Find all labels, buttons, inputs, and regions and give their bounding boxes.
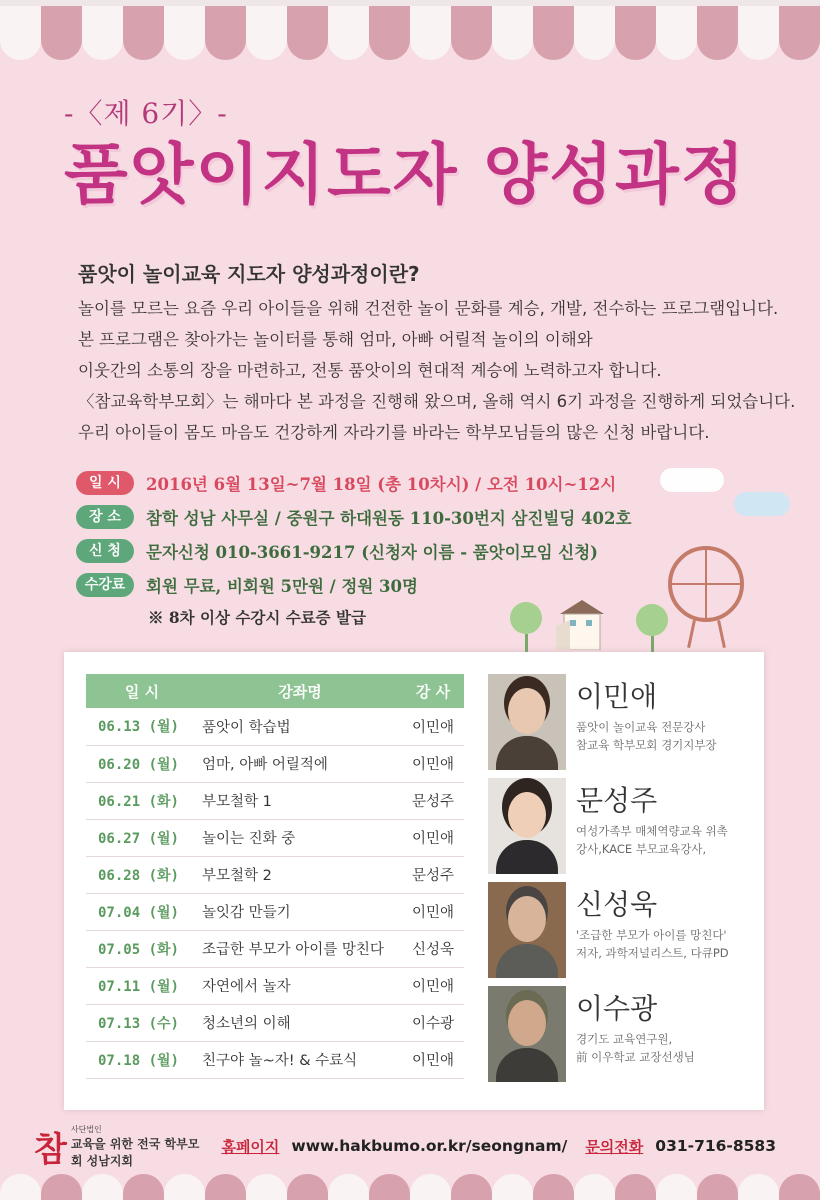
row-instructor: 문성주 [402, 856, 464, 893]
awning-stripe [779, 1174, 820, 1200]
awning-stripe [246, 1174, 287, 1200]
awning-stripe [164, 1174, 205, 1200]
phone-label: 문의전화 [585, 1137, 644, 1156]
awning-stripe [779, 0, 820, 60]
intro-heading: 품앗이 놀이교육 지도자 양성과정이란? [78, 262, 420, 286]
instructor-list [488, 674, 758, 1090]
instructor-photo [488, 778, 566, 874]
awning-stripe [615, 1174, 656, 1200]
intro-line: 〈참교육학부모회〉는 해마다 본 과정을 진행해 왔으며, 올해 역시 6기 과정을 진행하게 되었습니다. [78, 392, 796, 411]
table-row [86, 782, 464, 819]
awning-stripe [41, 0, 82, 60]
instructor-name: 이수광 [576, 992, 658, 1025]
row-instructor: 이민애 [402, 893, 464, 930]
awning-stripe [328, 0, 369, 60]
row-title: 친구야 놀~자! & 수료식 [198, 1041, 402, 1078]
row-title: 부모철학 2 [198, 856, 402, 893]
bottom-awning-decoration [0, 1174, 820, 1200]
row-date: 07.18 (월) [86, 1041, 198, 1078]
fee-badge: 수강료 [76, 573, 134, 597]
place-value: 참학 성남 사무실 / 중원구 하대원동 110-30번지 삼진빌딩 402호 [146, 509, 632, 528]
date-value: 2016년 6월 13일~7월 18일 (총 10차시) / 오전 10시~12시 [146, 475, 617, 494]
schedule-table [86, 674, 464, 1079]
instructor-card [488, 986, 758, 1090]
row-instructor: 이수광 [402, 1004, 464, 1041]
awning-stripe [246, 0, 287, 60]
awning-stripe [82, 0, 123, 60]
table-row [86, 708, 464, 745]
info-row-fee [76, 568, 716, 602]
awning-stripe [369, 0, 410, 60]
phone-number: 031-716-8583 [655, 1137, 776, 1155]
row-title: 놀이는 진화 중 [198, 819, 402, 856]
awning-stripe [369, 1174, 410, 1200]
awning-stripe [0, 1174, 41, 1200]
row-date: 07.13 (수) [86, 1004, 198, 1041]
row-date: 06.13 (월) [86, 708, 198, 745]
place-badge: 장 소 [76, 505, 134, 529]
table-row [86, 930, 464, 967]
awning-stripe [615, 0, 656, 60]
awning-stripe [492, 0, 533, 60]
awning-stripe [697, 1174, 738, 1200]
table-row [86, 893, 464, 930]
apply-badge: 신 청 [76, 539, 134, 563]
intro-line: 놀이를 모르는 요즘 우리 아이들을 위해 건전한 놀이 문화를 계승, 개발, 전수하는 프로그램입니다. [78, 299, 779, 318]
instructor-photo [488, 674, 566, 770]
row-instructor: 이민애 [402, 967, 464, 1004]
awning-stripe [451, 0, 492, 60]
awning-stripe [574, 0, 615, 60]
column-header-instructor: 강 사 [402, 674, 464, 708]
table-row [86, 1004, 464, 1041]
intro-body [78, 293, 796, 448]
awning-stripe [492, 1174, 533, 1200]
course-info [76, 466, 716, 628]
homepage-link[interactable]: www.hakbumo.or.kr/seongnam/ [291, 1137, 568, 1155]
table-row [86, 856, 464, 893]
awning-stripe [287, 1174, 328, 1200]
organization-type: 사단법인 [70, 1124, 102, 1134]
fee-value: 회원 무료, 비회원 5만원 / 정원 30명 [146, 577, 418, 596]
instructor-name: 문성주 [576, 784, 658, 817]
page-title: 품앗이지도자 양성과정 [64, 136, 747, 213]
row-instructor: 이민애 [402, 1041, 464, 1078]
row-title: 품앗이 학습법 [198, 708, 402, 745]
awning-stripe [328, 1174, 369, 1200]
schedule-panel [64, 652, 764, 1110]
awning-stripe [533, 0, 574, 60]
homepage-label: 홈페이지 [221, 1137, 280, 1156]
intro-line: 이웃간의 소통의 장을 마련하고, 전통 품앗이의 현대적 계승에 노력하고자 합니다. [78, 361, 662, 380]
intro-line: 우리 아이들이 몸도 마음도 건강하게 자라기를 바라는 학부모님들의 많은 신청 바랍니다. [78, 423, 710, 442]
awning-stripe [656, 0, 697, 60]
row-date: 07.04 (월) [86, 893, 198, 930]
row-title: 엄마, 아빠 어릴적에 [198, 745, 402, 782]
instructor-card [488, 674, 758, 778]
instructor-photo [488, 986, 566, 1082]
column-header-date: 일 시 [86, 674, 198, 708]
row-instructor: 신성욱 [402, 930, 464, 967]
awning-stripe [738, 1174, 779, 1200]
table-header-row [86, 674, 464, 708]
instructor-card [488, 778, 758, 882]
awning-stripe [205, 0, 246, 60]
info-row-apply [76, 534, 716, 568]
awning-stripe [82, 1174, 123, 1200]
instructor-desc: '조급한 부모가 아이를 망친다' [576, 928, 727, 942]
row-instructor: 이민애 [402, 819, 464, 856]
table-row [86, 745, 464, 782]
awning-stripe [123, 0, 164, 60]
row-date: 06.20 (월) [86, 745, 198, 782]
organization-name [71, 1124, 200, 1169]
row-title: 자연에서 놀자 [198, 967, 402, 1004]
organization-logo: 참 [34, 1129, 67, 1170]
row-instructor: 이민애 [402, 708, 464, 745]
awning-stripe [410, 0, 451, 60]
awning-stripe [574, 1174, 615, 1200]
table-row [86, 819, 464, 856]
instructor-desc: 강사,KACE 부모교육강사, [576, 842, 707, 856]
column-header-title: 강좌명 [198, 674, 402, 708]
row-title: 놀잇감 만들기 [198, 893, 402, 930]
awning-stripe [287, 0, 328, 60]
row-title: 조급한 부모가 아이를 망친다 [198, 930, 402, 967]
row-title: 부모철학 1 [198, 782, 402, 819]
awning-stripe [738, 0, 779, 60]
awning-stripe [656, 1174, 697, 1200]
row-date: 07.11 (월) [86, 967, 198, 1004]
awning-stripe [41, 1174, 82, 1200]
row-date: 06.28 (화) [86, 856, 198, 893]
awning-stripe [410, 1174, 451, 1200]
info-row-place [76, 500, 716, 534]
footer [34, 1124, 794, 1170]
instructor-photo [488, 882, 566, 978]
instructor-desc: 저자, 과학저널리스트, 다큐PD [576, 946, 729, 960]
row-title: 청소년의 이해 [198, 1004, 402, 1041]
info-row-date [76, 466, 716, 500]
awning-stripe [123, 1174, 164, 1200]
row-instructor: 문성주 [402, 782, 464, 819]
instructor-name: 신성욱 [576, 888, 658, 921]
table-row [86, 967, 464, 1004]
row-date: 06.21 (화) [86, 782, 198, 819]
instructor-name: 이민애 [576, 680, 658, 713]
intro-line: 본 프로그램은 찾아가는 놀이터를 통해 엄마, 아빠 어릴적 놀이의 이해와 [78, 330, 593, 349]
instructor-desc: 품앗이 놀이교육 전문강사 [576, 720, 706, 734]
row-date: 07.05 (화) [86, 930, 198, 967]
awning-stripe [205, 1174, 246, 1200]
instructor-desc: 참교육 학부모회 경기지부장 [576, 738, 717, 752]
apply-value: 문자신청 010-3661-9217 (신청자 이름 - 품앗이모임 신청) [146, 543, 598, 562]
row-date: 06.27 (월) [86, 819, 198, 856]
instructor-desc: 경기도 교육연구원, [576, 1032, 673, 1046]
awning-stripe [697, 0, 738, 60]
ferris-wheel-leg [717, 620, 726, 648]
row-instructor: 이민애 [402, 745, 464, 782]
awning-stripe [451, 1174, 492, 1200]
awning-stripe [164, 0, 205, 60]
top-awning-decoration [0, 0, 820, 60]
certificate-note: ※ 8차 이상 수강시 수료증 발급 [148, 608, 366, 627]
cohort-subtitle: -〈제 6기〉- [64, 97, 228, 130]
date-badge: 일 시 [76, 471, 134, 495]
table-row [86, 1041, 464, 1078]
awning-stripe [0, 0, 41, 60]
awning-stripe [533, 1174, 574, 1200]
cloud-decoration [734, 492, 790, 516]
instructor-desc: 여성가족부 매체역량교육 위촉 [576, 824, 728, 838]
instructor-desc: 前 이우학교 교장선생님 [576, 1050, 695, 1064]
instructor-card [488, 882, 758, 986]
organization-title: 교육을 위한 전국 학부모회 성남지회 [70, 1136, 200, 1168]
